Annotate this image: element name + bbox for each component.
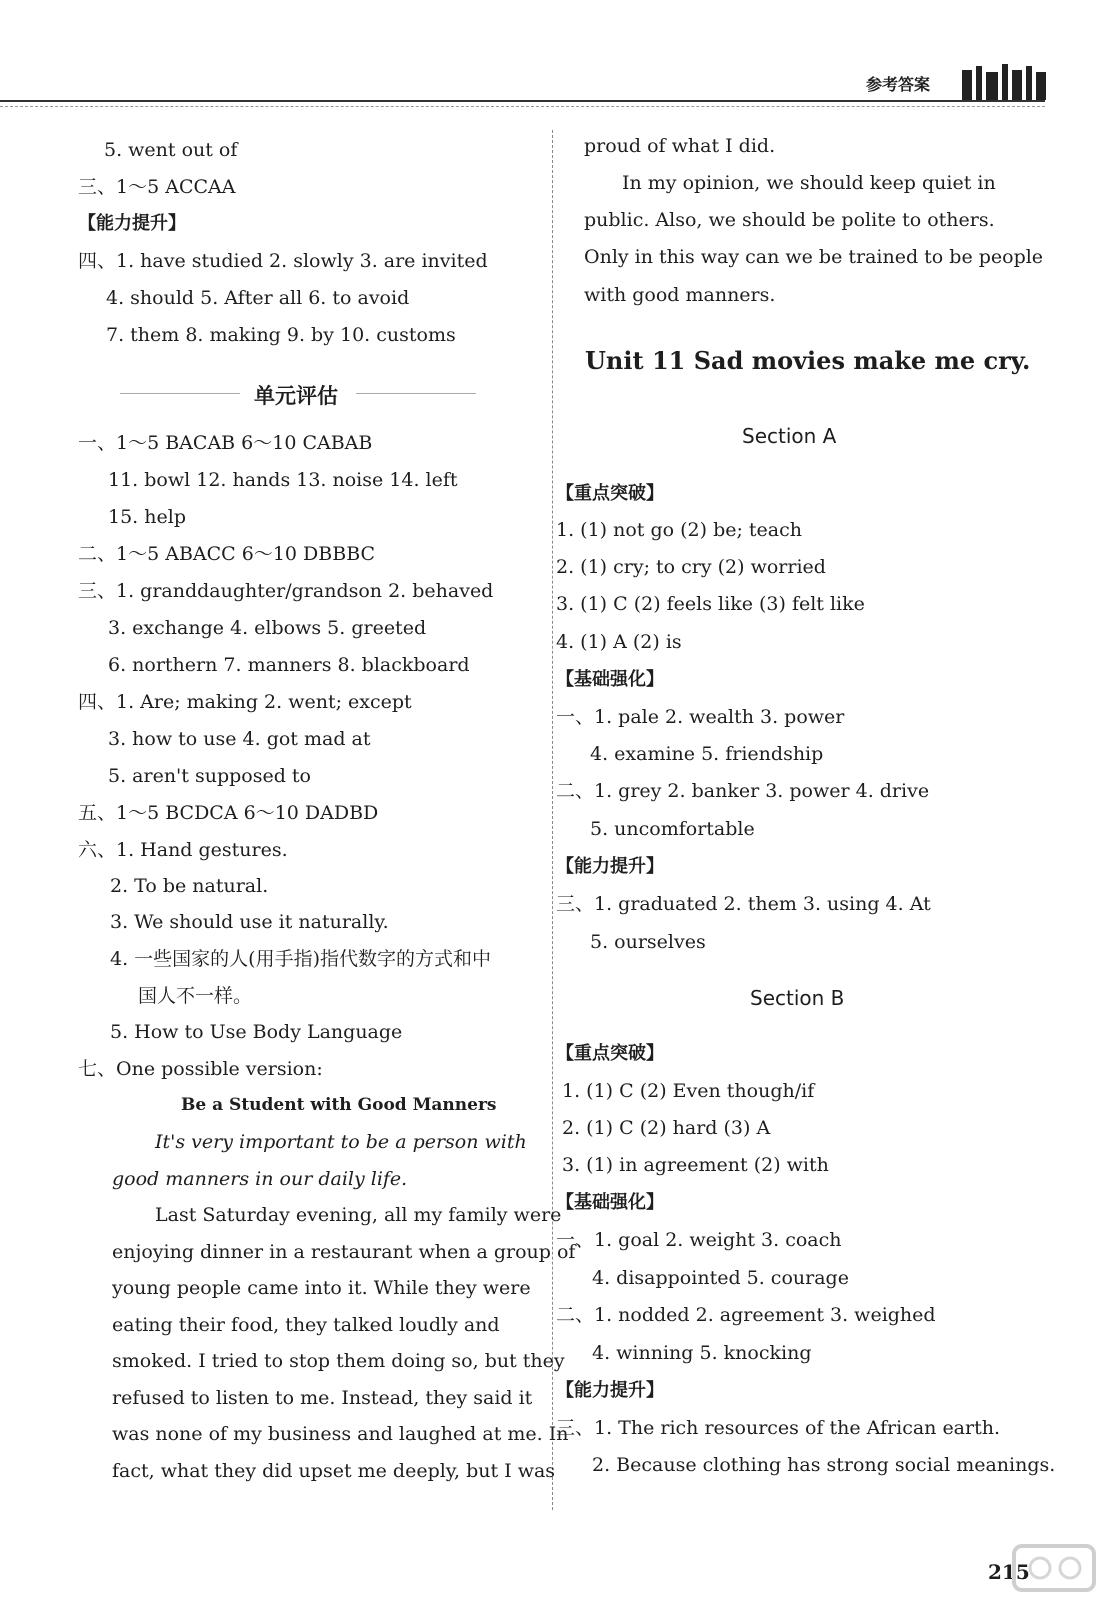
- left-column-line: refused to listen to me. Instead, they said it: [112, 1387, 533, 1409]
- right-column-line: proud of what I did.: [584, 135, 776, 157]
- section-a-heading: Section A: [742, 424, 837, 448]
- right-column-line: Only in this way can we be trained to be people: [584, 246, 1044, 268]
- left-column-line: Be a Student with Good Manners: [181, 1095, 497, 1115]
- left-column-line: 一、1～5 BACAB 6～10 CABAB: [78, 432, 373, 454]
- right-column-line: 5. ourselves: [590, 931, 706, 953]
- unit-eval-rule-left: [120, 393, 240, 394]
- unit-eval-rule-right: [356, 393, 476, 394]
- right-column-line: 【能力提升】: [556, 856, 664, 877]
- left-column-line: It's very important to be a person with: [155, 1131, 527, 1153]
- right-column-line: 1. (1) not go (2) be; teach: [556, 519, 802, 541]
- left-column-line: 六、1. Hand gestures.: [78, 839, 288, 861]
- section-b-heading: Section B: [750, 986, 845, 1010]
- left-column-line: 15. help: [108, 506, 186, 528]
- right-column-line: with good manners.: [584, 284, 776, 306]
- right-column-line: 三、1. graduated 2. them 3. using 4. At: [556, 893, 931, 915]
- left-column-line: 6. northern 7. manners 8. blackboard: [108, 654, 470, 676]
- left-column-line: 11. bowl 12. hands 13. noise 14. left: [108, 469, 458, 491]
- left-column-line: 二、1～5 ABACC 6～10 DBBBC: [78, 543, 376, 565]
- header-dashed-rule: [0, 106, 1045, 107]
- left-column-line: 3. exchange 4. elbows 5. greeted: [108, 617, 427, 639]
- left-column-line: 五、1～5 BCDCA 6～10 DADBD: [78, 802, 379, 824]
- right-column-line: public. Also, we should be polite to others.: [584, 209, 995, 231]
- right-column-line: 2. (1) cry; to cry (2) worried: [556, 556, 826, 578]
- left-column-line: young people came into it. While they were: [112, 1277, 531, 1299]
- left-column-line: 四、1. Are; making 2. went; except: [78, 691, 412, 713]
- right-column-line: 2. (1) C (2) hard (3) A: [562, 1117, 771, 1139]
- right-column-line: 5. uncomfortable: [590, 818, 755, 840]
- right-column-line: 1. (1) C (2) Even though/if: [562, 1080, 815, 1102]
- left-column-line: enjoying dinner in a restaurant when a group of: [112, 1241, 576, 1263]
- right-column-line: 【重点突破】: [556, 483, 664, 504]
- left-column-line: 3. We should use it naturally.: [110, 911, 389, 933]
- left-column-line: Last Saturday evening, all my family were: [155, 1204, 562, 1226]
- unit-title: Unit 11 Sad movies make me cry.: [585, 346, 1031, 375]
- left-column-line: 2. To be natural.: [110, 875, 269, 897]
- right-column-line: 4. (1) A (2) is: [556, 631, 682, 653]
- left-column-line: fact, what they did upset me deeply, but I was: [112, 1460, 556, 1482]
- left-column-line: 3. how to use 4. got mad at: [108, 728, 371, 750]
- left-column-line: 国人不一样。: [138, 985, 253, 1007]
- left-column-line: 4. should 5. After all 6. to avoid: [106, 287, 410, 309]
- right-column-line: 一、1. goal 2. weight 3. coach: [556, 1229, 842, 1251]
- left-column-line: 三、1～5 ACCAA: [78, 176, 236, 198]
- page-header-title: 参考答案: [866, 75, 931, 94]
- right-column-line: 【基础强化】: [556, 1192, 664, 1213]
- right-column-line: 3. (1) C (2) feels like (3) felt like: [556, 593, 865, 615]
- right-column-line: In my opinion, we should keep quiet in: [622, 172, 996, 194]
- right-column-line: 4. disappointed 5. courage: [592, 1267, 849, 1289]
- left-column-line: 【能力提升】: [78, 213, 186, 234]
- left-column-line: eating their food, they talked loudly and: [112, 1314, 500, 1336]
- left-column-line: was none of my business and laughed at me. In: [112, 1423, 569, 1445]
- left-column-line: 七、One possible version:: [78, 1058, 323, 1080]
- watermark-logo-icon: [1010, 1540, 1100, 1600]
- right-column-line: 二、1. grey 2. banker 3. power 4. drive: [556, 780, 930, 802]
- right-column-line: 【能力提升】: [556, 1380, 664, 1401]
- left-column-line: 三、1. granddaughter/grandson 2. behaved: [78, 580, 494, 602]
- left-column-line: 4. 一些国家的人(用手指)指代数字的方式和中: [110, 948, 491, 970]
- left-column-line: 7. them 8. making 9. by 10. customs: [106, 324, 456, 346]
- left-column-line: good manners in our daily life.: [112, 1168, 408, 1190]
- column-divider: [552, 130, 553, 1510]
- header-decoration-icon: [960, 62, 1050, 102]
- right-column-line: 2. Because clothing has strong social meanings.: [592, 1454, 1056, 1476]
- right-column-line: 一、1. pale 2. wealth 3. power: [556, 706, 845, 728]
- left-column-line: 5. aren't supposed to: [108, 765, 311, 787]
- right-column-line: 三、1. The rich resources of the African earth.: [556, 1417, 1001, 1439]
- right-column-line: 3. (1) in agreement (2) with: [562, 1154, 829, 1176]
- right-column-line: 二、1. nodded 2. agreement 3. weighed: [556, 1304, 936, 1326]
- right-column-line: 4. winning 5. knocking: [592, 1342, 812, 1364]
- right-column-line: 【重点突破】: [556, 1043, 664, 1064]
- left-column-line: 四、1. have studied 2. slowly 3. are invited: [78, 250, 488, 272]
- page-number: 215: [988, 1560, 1030, 1584]
- unit-eval-title: 单元评估: [254, 384, 338, 408]
- left-column-line: 5. How to Use Body Language: [110, 1021, 403, 1043]
- left-column-line: smoked. I tried to stop them doing so, but they: [112, 1350, 565, 1372]
- header-rule: [0, 100, 1045, 102]
- right-column-line: 【基础强化】: [556, 669, 664, 690]
- left-column-line: 5. went out of: [104, 139, 238, 161]
- right-column-line: 4. examine 5. friendship: [590, 743, 824, 765]
